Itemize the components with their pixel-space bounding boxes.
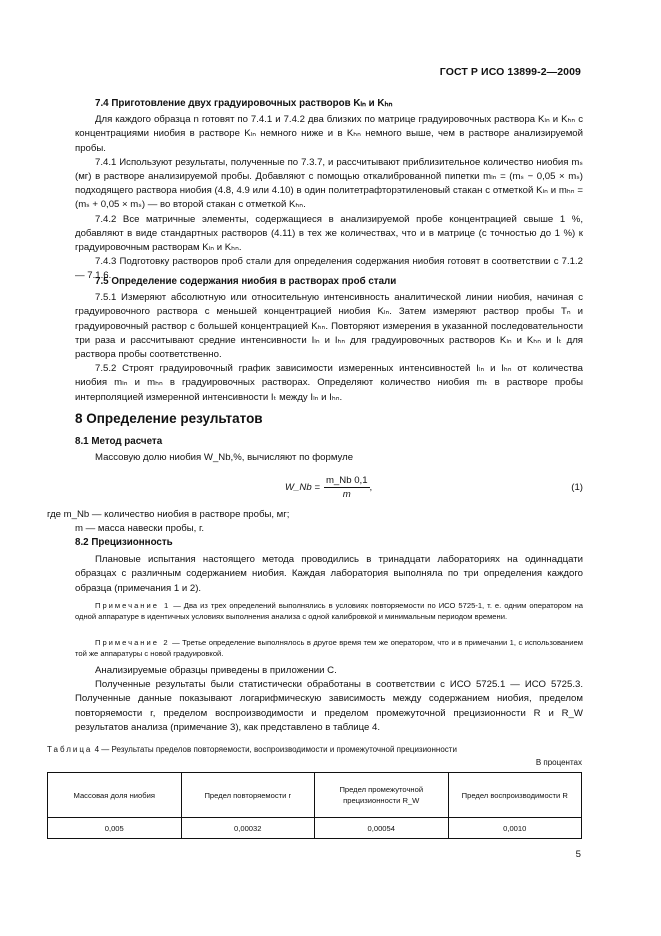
- section-8-1: [75, 435, 583, 465]
- table-units: В процентах: [535, 758, 582, 767]
- section-7-5-title: 7.5 Определение содержания ниобия в растворах проб стали: [95, 276, 397, 287]
- paragraph: 7.4.3 Подготовку растворов проб стали для определения содержания ниобия готовят в соответствии с 7.1.2 — 7.1.6.: [75, 256, 583, 282]
- table-caption-label: Таблица: [47, 745, 93, 754]
- paragraph: Плановые испытания настоящего метода проводились в тринадцати лабораториях на одиннадцати образцах с различным содержанием ниобия. Каждая лаборатория выполняла по три определения каждого образца (примечания 1 и 2).: [75, 554, 583, 594]
- note-label: Примечание 1: [95, 601, 171, 610]
- paragraph: Полученные результаты были статистически обработаны в соответствии с ИСО 5725.1 — ИСО 5725.3. Полученные данные показывают логарифмическую зависимость между содержанием ниобия, пределом повторяемости r, пределом воспроизводимости и пределом промежуточной прецизионности R и R_W результатов анализа (примечание 3), как представлено в таблице 4.: [75, 679, 583, 733]
- document-header: ГОСТ Р ИСО 13899-2—2009: [439, 66, 581, 78]
- note-2: [75, 637, 583, 659]
- table-cell: 0,005: [48, 818, 182, 839]
- table-row: [48, 818, 582, 839]
- note-label: Примечание 2: [95, 638, 170, 647]
- section-7-5: [75, 275, 583, 405]
- legend-line: m — масса навески пробы, г.: [75, 523, 204, 535]
- section-8-2-title: 8.2 Прецизионность: [75, 537, 173, 548]
- table-header-cell: Предел повторяемости r: [181, 773, 315, 818]
- note-text: — Два из трех определений выполнялись в условиях повторяемости по ИСО 5725-1, т. е. одним оператором на одной аппаратуре в идентичных условиях выполнения анализа с одной калибровкой и минимальным периодом времени.: [75, 601, 583, 622]
- formula-comma: ,: [369, 482, 373, 493]
- paragraph: Анализируемые образцы приведены в приложении С.: [95, 665, 337, 676]
- formula-denominator: m: [342, 489, 351, 500]
- paragraph: Для каждого образца n готовят по 7.4.1 и 7.4.2 два близких по матрице градуировочных раствора Kₗₙ и Kₕₙ с концентрациями ниобия в растворе Kₗₙ немного ниже и в Kₕₙ немного выше, чем в растворе анализируемой пробы.: [75, 114, 583, 154]
- table-header-cell: Предел воспроизводимости R: [448, 773, 582, 818]
- section-8-title: 8 Определение результатов: [75, 411, 263, 426]
- table-caption: [47, 745, 582, 754]
- section-8-2-cont: [75, 664, 583, 735]
- table-caption-text: 4 — Результаты пределов повторяемости, воспроизводимости и промежуточной прецизионности: [94, 745, 457, 754]
- section-7-4: [75, 97, 583, 284]
- formula-numerator: m_Nb 0,1: [325, 475, 368, 486]
- page-number: 5: [575, 849, 581, 860]
- table-header-cell: Предел промежуточной прецизионности R_W: [315, 773, 449, 818]
- paragraph: 7.5.1 Измеряют абсолютную или относительную интенсивность аналитической линии ниобия, начиная с градуировочного раствора с меньшей концентрацией ниобия Kₗₙ. Затем измеряют раствор пробы Tₙ и градуировочный раствор с большей концентрацией Kₕₙ. Повторяют измерения в указанной последовательности три раза и рассчитывают средние интенсивности Iₗₙ и Iₕₙ для градуировочных растворов Kₗₙ и Kₕₙ и Iₜ для раствора пробы соответственно.: [75, 292, 583, 361]
- formula-1: [75, 474, 583, 504]
- table-header-cell: Массовая доля ниобия: [48, 773, 182, 818]
- note-text: — Третье определение выполнялось в другое время тем же оператором, что и в примечании 1, с использованием той же аппаратуры с новой градуировкой.: [75, 638, 583, 659]
- section-7-4-title: 7.4 Приготовление двух градуировочных растворов Kₗₙ и Kₕₙ: [95, 98, 393, 109]
- formula-lhs: W_Nb =: [285, 482, 320, 493]
- paragraph: 7.5.2 Строят градуировочный график зависимости измеренных интенсивностей Iₗₙ и Iₕₙ от количества ниобия mₗₙ и mₕₙ в градуировочных растворах. Определяют количество ниобия mₜ в растворе пробы интерполяцией измеренной интенсивности Iₜ между Iₗₙ и Iₕₙ.: [75, 363, 583, 403]
- note-1: [75, 600, 583, 622]
- results-table: [47, 772, 582, 839]
- formula-fraction: [324, 474, 370, 501]
- paragraph: 7.4.2 Все матричные элементы, содержащиеся в анализируемой пробе концентрацией свыше 1 %, добавляют в виде стандартных растворов (4.11) в тех же количествах, что и в матрице (с точностью до 1 %) к градуировочным растворам Kₗₙ и Kₕₙ.: [75, 213, 583, 254]
- formula-legend: [47, 508, 583, 536]
- table-cell: 0,0010: [448, 818, 582, 839]
- table-cell: 0,00054: [315, 818, 449, 839]
- paragraph: 7.4.1 Используют результаты, полученные по 7.3.7, и рассчитывают приблизительное количество ниобия mₛ (мг) в растворе анализируемой пробы. Добавляют с помощью откалиброванной пипетки mₗₙ = (mₛ − 0,05 × mₛ) подходящего раствора ниобия (4.8, 4.9 или 4.10) в один политетрафторэтиленовый стакан с отметкой Kₗₙ и mₕₙ = (mₛ + 0,05 × mₛ) — во второй стакан с отметкой Kₕₙ.: [75, 156, 583, 211]
- table-header-row: [48, 773, 582, 818]
- legend-line: где m_Nb — количество ниобия в растворе пробы, мг;: [47, 509, 290, 520]
- section-8: [75, 410, 583, 428]
- table-cell: 0,00032: [181, 818, 315, 839]
- formula-expression: [285, 474, 372, 501]
- section-8-2: [75, 536, 583, 596]
- paragraph: Массовую долю ниобия W_Nb,%, вычисляют по формуле: [95, 452, 354, 464]
- formula-number: (1): [571, 482, 583, 493]
- section-8-1-title: 8.1 Метод расчета: [75, 436, 163, 447]
